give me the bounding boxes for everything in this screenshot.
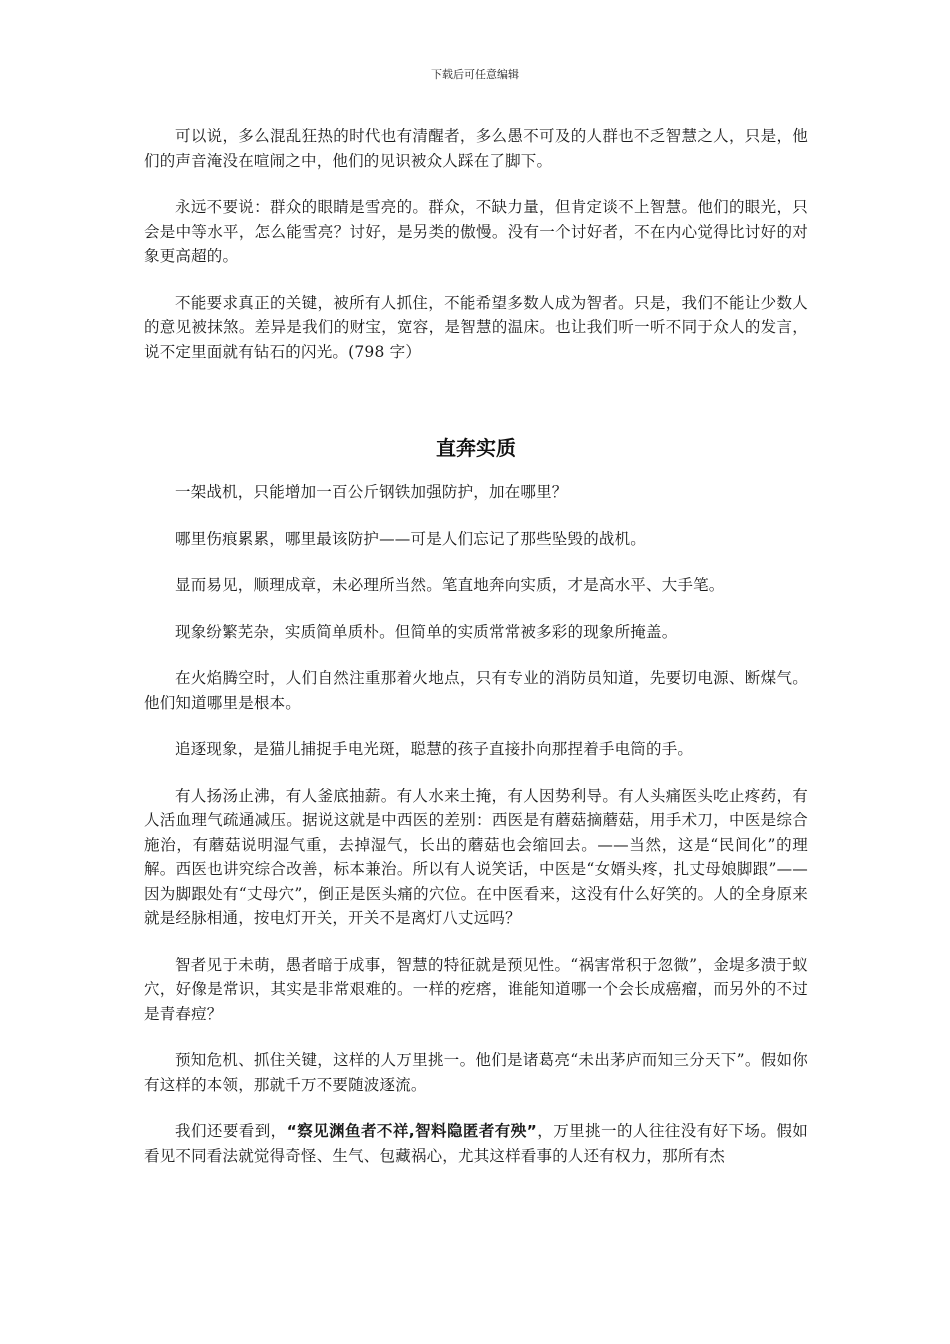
paragraph: 可以说，多么混乱狂热的时代也有清醒者，多么愚不可及的人群也不乏智慧之人，只是，他们的声音淹没在喧闹之中，他们的见识被众人踩在了脚下。 xyxy=(144,127,808,170)
section-title: 直奔实质 xyxy=(436,436,516,460)
paragraph: 一架战机，只能增加一百公斤钢铁加强防护，加在哪里？ xyxy=(175,483,568,501)
paragraph: 哪里伤痕累累，哪里最该防护——可是人们忘记了那些坠毁的战机。 xyxy=(175,529,647,548)
paragraph: 预知危机、抓住关键，这样的人万里挑一。他们是诸葛亮“未出茅庐而知三分天下”。假如你有这样的本领，那就千万不要随波逐流。 xyxy=(144,1051,808,1094)
paragraph: 在火焰腾空时，人们自然注重那着火地点，只有专业的消防员知道，先要切电源、断煤气。他们知道哪里是根本。 xyxy=(144,669,808,712)
paragraph: 不能要求真正的关键，被所有人抓住，不能希望多数人成为智者。只是，我们不能让少数人的意见被抹煞。差异是我们的财宝，宽容，是智慧的温床。也让我们听一听不同于众人的发言，说不定里面就有钻石的闪光。(798 字） xyxy=(144,293,808,361)
emphasized-quote: “察见渊鱼者不祥,智料隐匿者有殃” xyxy=(286,1122,538,1140)
paragraph-last xyxy=(144,1119,808,1168)
paragraph: 有人扬汤止沸，有人釜底抽薪。有人水来土掩，有人因势利导。有人头痛医头吃止疼药，有人活血理气疏通减压。据说这就是中西医的差别：西医是有蘑菇摘蘑菇，用手术刀，中医是综合施治，有蘑菇说明湿气重，去掉湿气，长出的蘑菇也会缩回去。——当然，这是“民间化”的理解。西医也讲究综合改善，标本兼治。所以有人说笑话，中医是“女婿头疼，扎丈母娘脚跟”——因为脚跟处有“丈母穴”，倒正是医头痛的穴位。在中医看来，这没有什么好笑的。人的全身原来就是经脉相通，按电灯开关，开关不是离灯八丈远吗？ xyxy=(144,786,808,927)
page-header: 下载后可任意编辑 xyxy=(431,68,519,81)
document-body xyxy=(144,124,808,1190)
paragraph: 现象纷繁芜杂，实质简单质朴。但简单的实质常常被多彩的现象所掩盖。 xyxy=(175,622,678,641)
paragraph: 永远不要说：群众的眼睛是雪亮的。群众，不缺力量，但肯定谈不上智慧。他们的眼光，只会是中等水平，怎么能雪亮？讨好，是另类的傲慢。没有一个讨好者，不在内心觉得比讨好的对象更高超的。 xyxy=(144,198,808,265)
paragraph: 追逐现象，是猫儿捕捉手电光斑，聪慧的孩子直接扑向那捏着手电筒的手。 xyxy=(175,740,694,758)
paragraph: 智者见于未萌，愚者暗于成事，智慧的特征就是预见性。“祸害常积于忽微”，金堤多溃于蚁穴，好像是常识，其实是非常艰难的。一样的疙瘩，谁能知道哪一个会长成癌瘤，而另外的不过是青春痘？ xyxy=(144,955,808,1023)
paragraph-text-after: ，万里挑一的人往往没有好下场。假如看见不同看法就觉得奇怪、生气、包藏祸心，尤其这样看事的人还有权力，那所有杰 xyxy=(144,1122,809,1165)
paragraph-text-before: 我们还要看到， xyxy=(175,1122,287,1140)
paragraph: 显而易见，顺理成章，未必理所当然。笔直地奔向实质，才是高水平、大手笔。 xyxy=(175,576,725,594)
